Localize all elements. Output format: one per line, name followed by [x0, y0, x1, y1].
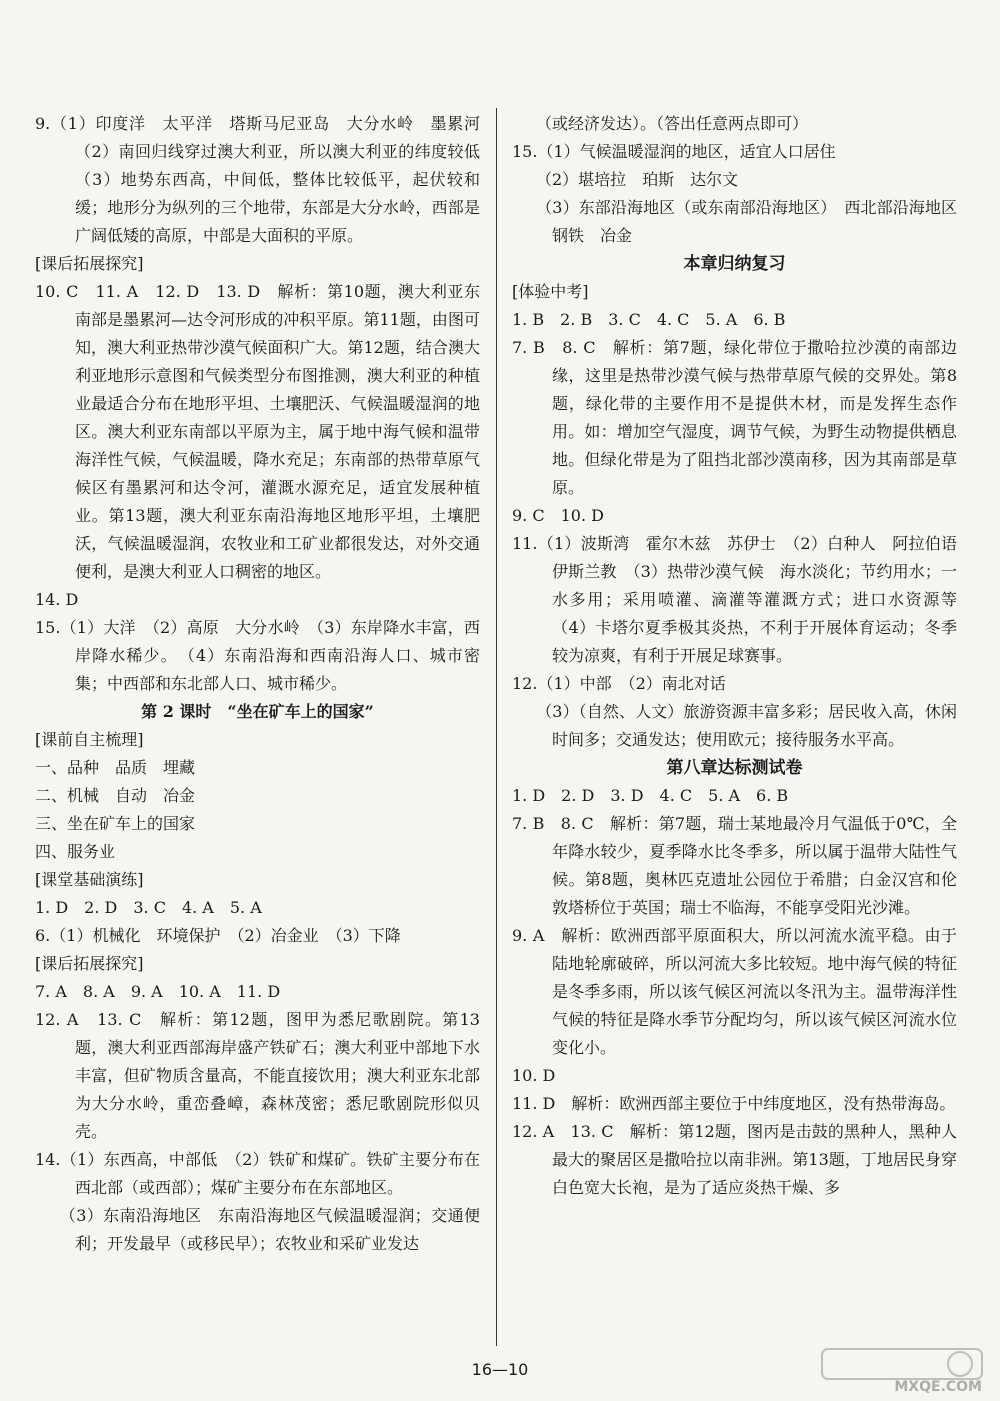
section-label: [课堂基础演练] — [35, 870, 144, 889]
answer-item: 12.（1）中部 （2）南北对话 — [512, 674, 726, 693]
watermark-text: MXQE.COM — [894, 1379, 982, 1395]
answer-line: 三、坐在矿车上的国家 — [35, 814, 196, 833]
answer-item: 11. D 解析：欧洲西部主要位于中纬度地区，没有热带海岛。 — [512, 1094, 956, 1113]
watermark-logo — [820, 1345, 990, 1397]
answer-item: 9. A 解析：欧洲西部平原面积大，所以河流水流平稳。由于陆地轮廓破碎，所以河流大多比较短。地中海气候的特征是冬季多雨，所以该气候区河流以冬汛为主。温带海洋性气候的特征是降水季节分配均匀，所以该气候区河流水位变化小。 — [512, 926, 957, 1057]
answer-item: 7. B 8. C 解析：第7题，瑞士某地最冷月气温低于0℃，全年降水较少，夏季降水比冬季多，所以属于温带大陆性气候。第8题，奥林匹克遗址公园位于希腊；白金汉宫和伦敦塔桥位于英国；瑞士不临海，不能享受阳光沙滩。 — [512, 814, 957, 917]
page-number: 16—10 — [471, 1360, 529, 1379]
answer-line: 9. C 10. D — [512, 506, 604, 525]
answer-line: 7. A 8. A 9. A 10. A 11. D — [35, 982, 281, 1001]
answer-line: 一、品种 品质 埋藏 — [35, 758, 196, 777]
section-title: 第八章达标测试卷 — [666, 758, 803, 778]
section-label: [体验中考] — [512, 282, 589, 301]
answer-item: （或经济发达）。（答出任意两点即可） — [512, 114, 809, 133]
answer-line: 二、机械 自动 冶金 — [35, 786, 196, 805]
answer-item: 12. A 13. C 解析：第12题，图丙是击鼓的黑种人，黑种人最大的聚居区是撒哈拉以南非洲。第13题，丁地居民身穿白色宽大长袍，是为了适应炎热干燥、多 — [512, 1122, 957, 1197]
lesson-title: 第 2 课时 “坐在矿车上的国家” — [141, 702, 374, 721]
answer-item: （3）东南沿海地区 东南沿海地区气候温暖湿润；交通便利；开发最早（或移民早）；农牧业和采矿业发达 — [35, 1206, 480, 1253]
answer-item: 12. A 13. C 解析：第12题，图甲为悉尼歌剧院。第13题，澳大利亚西部海岸盛产铁矿石；澳大利亚中部地下水丰富，但矿物质含量高，不能直接饮用；澳大利亚东北部为大分水岭，重峦叠嶂，森林茂密；悉尼歌剧院形似贝壳。 — [35, 1010, 480, 1141]
section-label: [课后拓展探究] — [35, 254, 144, 273]
answer-item: 7. B 8. C 解析：第7题，绿化带位于撒哈拉沙漠的南部边缘，这里是热带沙漠气候与热带草原气候的交界处。第8题，绿化带的主要作用不是提供木材，而是发挥生态作用。如：增加空气湿度，调节气候，为野生动物提供栖息地。但绿化带是为了阻挡北部沙漠南移，因为其南部是草原。 — [512, 338, 957, 497]
answer-item: 15.（1）大洋 （2）高原 大分水岭 （3）东岸降水丰富，西岸降水稀少。 （4）东南沿海和西南沿海人口、城市密集；中西部和东北部人口、城市稀少。 — [35, 618, 480, 693]
answer-item: 14.（1）东西高，中部低 （2）铁矿和煤矿。铁矿主要分布在西北部（或西部）；煤矿主要分布在东部地区。 — [35, 1150, 480, 1197]
answer-item: 9.（1）印度洋 太平洋 塔斯马尼亚岛 大分水岭 墨累河 （2）南回归线穿过澳大利亚，所以澳大利亚的纬度较低 （3）地势东西高，中间低，整体比较低平，起伏较和缓；地形分为纵列的三个地带，东部是大分水岭，西部是广阔低矮的高原，中部是大面积的平原。 — [35, 114, 497, 245]
answer-item: 14. D — [35, 590, 79, 609]
answer-line: 1. B 2. B 3. C 4. C 5. A 6. B — [512, 310, 786, 329]
answer-line: 6.（1）机械化 环境保护 （2）冶金业 （3）下降 — [35, 926, 401, 945]
right-column — [512, 110, 974, 1202]
answer-item: 11.（1）波斯湾 霍尔木兹 苏伊士 （2）白种人 阿拉伯语 伊斯兰教 （3）热带沙漠气候 海水淡化；节约用水；一水多用；采用喷灌、滴灌等灌溉方式；进口水资源等 （4）卡塔尔夏季极其炎热，不利于开展体育运动；冬季较为凉爽，有利于开展足球赛事。 — [512, 534, 974, 665]
section-label: [课后拓展探究] — [35, 954, 144, 973]
answer-item: 15.（1）气候温暖湿润的地区，适宜人口居住 — [512, 142, 836, 161]
answer-line: 10. D — [512, 1066, 556, 1085]
answer-line: 1. D 2. D 3. D 4. C 5. A 6. B — [512, 786, 789, 805]
section-label: [课前自主梳理] — [35, 730, 144, 749]
section-title: 本章归纳复习 — [683, 254, 786, 274]
answer-item: 10. C 11. A 12. D 13. D 解析：第10题，澳大利亚东南部是墨累河—达令河形成的冲积平原。第11题，由图可知，澳大利亚热带沙漠气候面积广大。第12题，结合澳大利亚地形示意图和气候类型分布图推测，澳大利亚的种植业最适合分布在地形平坦、土壤肥沃、气候温暖湿润的地区。澳大利亚东南部以平原为主，属于地中海气候和温带海洋性气候，气候温暖，降水充足；东南部的热带草原气候区有墨累河和达令河，灌溉水源充足，适宜发展种植业。第13题，澳大利亚东南沿海地区地形平坦，土壤肥沃，气候温暖湿润，农牧业和工矿业都很发达，对外交通便利，是澳大利亚人口稠密的地区。 — [35, 282, 480, 581]
answer-line: 四、服务业 — [35, 842, 116, 861]
answer-line: 1. D 2. D 3. C 4. A 5. A — [35, 898, 262, 917]
answer-item: （3）（自然、人文）旅游资源丰富多彩；居民收入高，休闲时间多；交通发达；使用欧元；接待服务水平高。 — [512, 702, 957, 749]
left-column — [35, 110, 497, 1258]
answer-item: （3）东部沿海地区（或东南部沿海地区） 西北部沿海地区 钢铁 冶金 — [512, 198, 974, 245]
answer-item: （2）堪培拉 珀斯 达尔文 — [512, 170, 739, 189]
column-divider — [496, 108, 497, 1346]
